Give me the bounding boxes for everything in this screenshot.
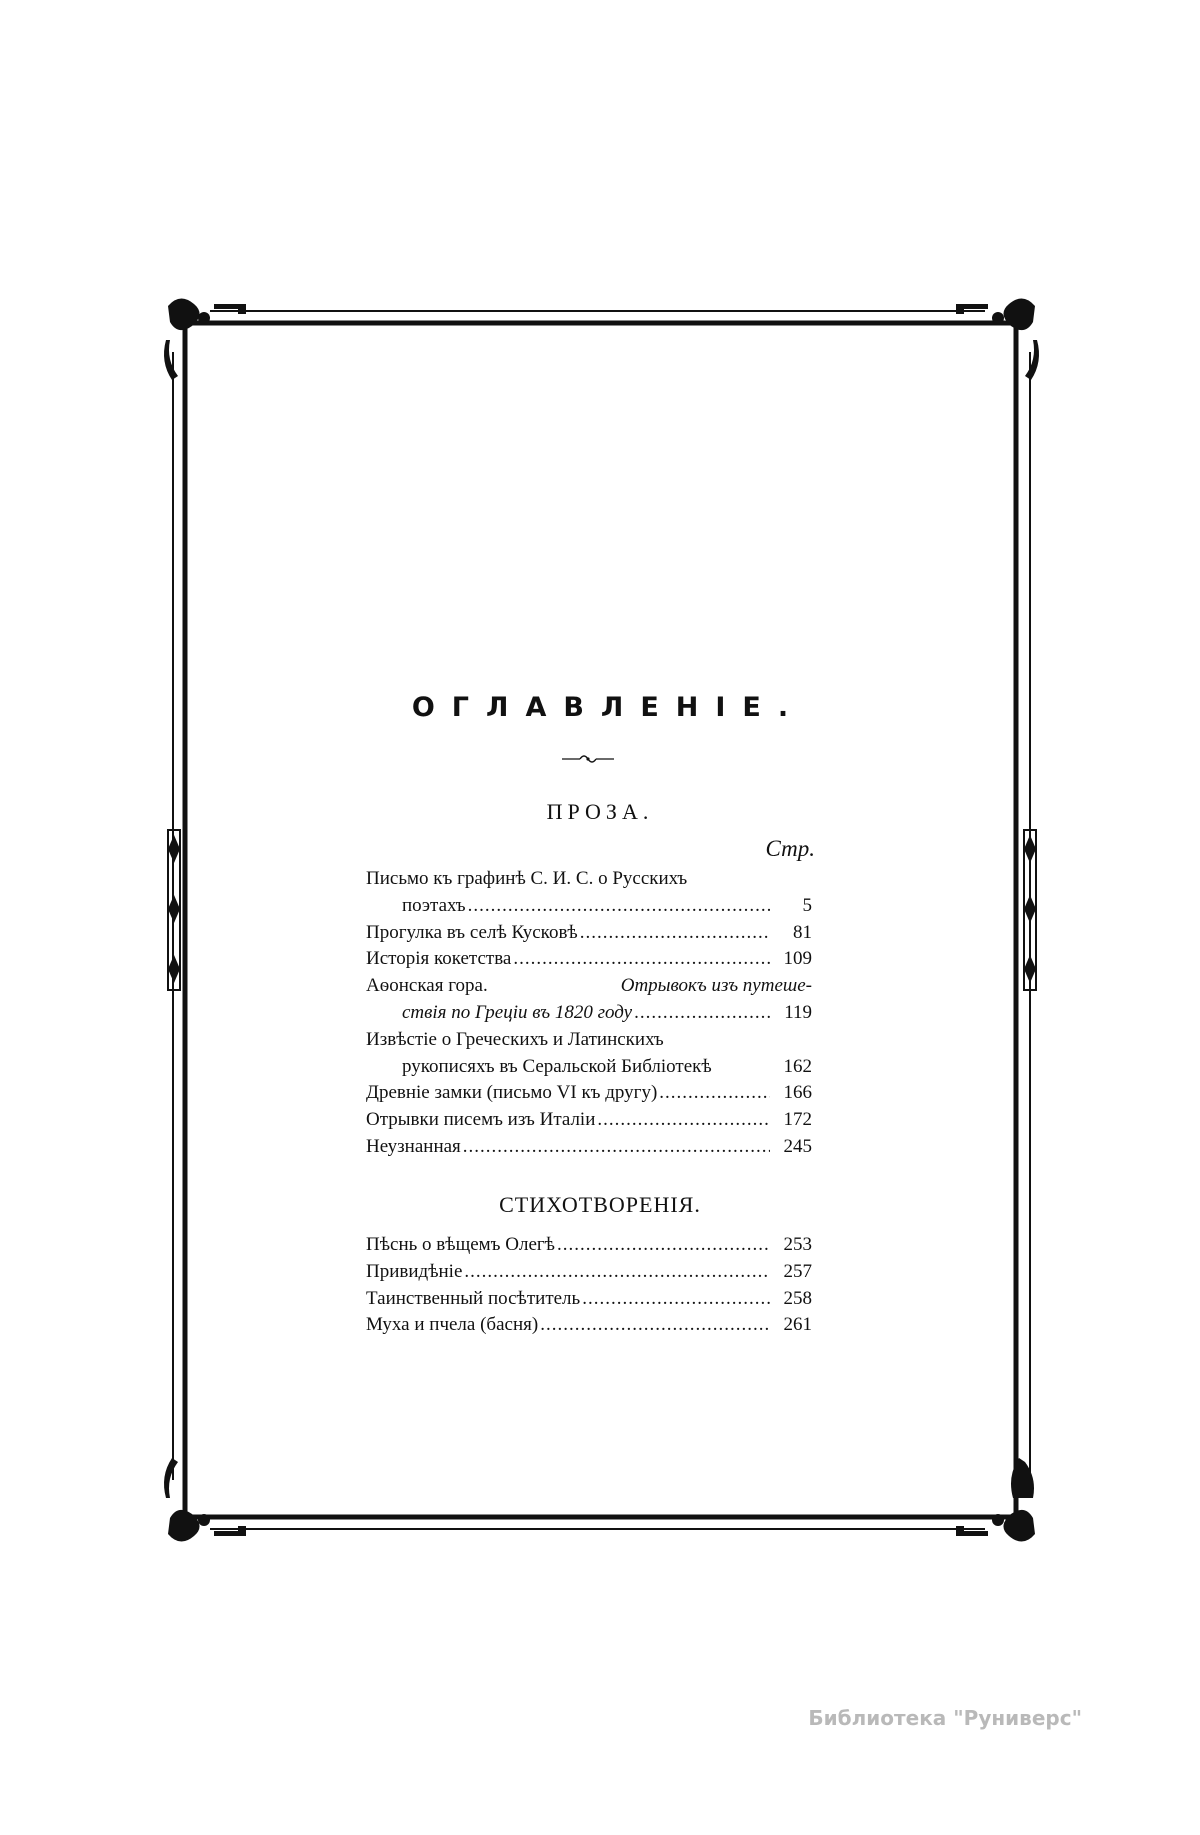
toc-entry[interactable] [366,920,812,947]
dot-leader [634,1000,770,1027]
toc-entry-title: Муха и пчела (басня) [366,1314,539,1336]
toc-entry-title: Аѳонская гора. [366,975,488,997]
toc-entry[interactable] [366,1259,812,1286]
toc-entry-page: 245 [783,1135,812,1157]
toc-entry-title: Письмо къ графинѣ С. И. С. о Русскихъ [366,868,688,889]
side-ornament-left [168,830,180,990]
toc-entry[interactable] [366,973,812,1027]
toc-entry-title: Отрывки писемъ изъ Италіи [366,1109,596,1131]
toc-entry[interactable] [366,1312,812,1339]
toc-entry-title: рукописяхъ въ Серальской Библіотекѣ [402,1055,712,1077]
toc-entry[interactable] [366,946,812,973]
dot-leader [464,1259,770,1286]
toc-entry-title: Извѣстіе о Греческихъ и Латинскихъ [366,1028,664,1050]
toc-poems-list [366,1232,812,1339]
dot-leader [513,946,770,973]
toc-entry-page: 119 [784,1001,812,1023]
toc-entry-title: Прогулка въ селѣ Кусковѣ [366,921,578,943]
toc-entry-title: Таинственный посѣтитель [366,1287,581,1309]
toc-entry[interactable] [366,1232,812,1259]
toc-entry-title: Пѣснь о вѣщемъ Олегѣ [366,1234,555,1255]
toc-entry-page: 253 [783,1234,812,1255]
toc-entry-page: 258 [783,1287,812,1309]
toc-entry-page: 5 [802,894,812,916]
toc-entry-page: 261 [783,1314,812,1336]
divider-ornament-icon [560,751,616,765]
toc-entry-title: Древніе замки (письмо VI къ другу) [366,1082,658,1104]
dot-leader [463,1134,770,1161]
toc-entry-title: Привидѣніе [366,1260,463,1282]
toc-entry[interactable] [366,1107,812,1134]
toc-entry-title: Неузнанная [366,1135,461,1157]
toc-entry[interactable] [366,866,812,920]
toc-entry[interactable] [366,1027,812,1081]
page-column-label: Стр. [765,836,815,861]
dot-leader [557,1232,770,1259]
toc-entry-subtitle: Отрывокъ изъ путеше- [620,975,812,997]
toc-entry-page: 166 [783,1082,812,1104]
toc-entry-page: 81 [793,921,812,943]
toc-entry[interactable] [366,1134,812,1161]
toc-entry-page: 162 [783,1055,812,1077]
toc-entry-title: поэтахъ [402,894,466,916]
dot-leader [468,893,770,920]
toc-entry[interactable] [366,1286,812,1313]
toc-entry-page: 257 [783,1260,812,1282]
side-ornament-right [1024,830,1036,990]
library-watermark: Библиотека "Руниверс" [808,1706,1082,1730]
page-title: ОГЛАВЛЕНІЕ. [411,692,806,723]
toc-entry-title: Исторія кокетства [366,948,512,970]
dot-leader [582,1286,770,1313]
dot-leader [580,920,770,947]
toc-entry-subtitle: ствія по Греціи въ 1820 году [402,1001,633,1023]
toc-prose-list [366,866,812,1161]
toc-entry[interactable] [366,1080,812,1107]
section-title-prose: ПРОЗА. [546,799,654,824]
section-title-poems: СТИХОТВОРЕНІЯ. [499,1192,701,1217]
dot-leader [540,1312,770,1339]
dot-leader [659,1080,770,1107]
toc-entry-page: 172 [783,1109,812,1131]
toc-entry-page: 109 [783,948,812,970]
dot-leader [597,1107,770,1134]
